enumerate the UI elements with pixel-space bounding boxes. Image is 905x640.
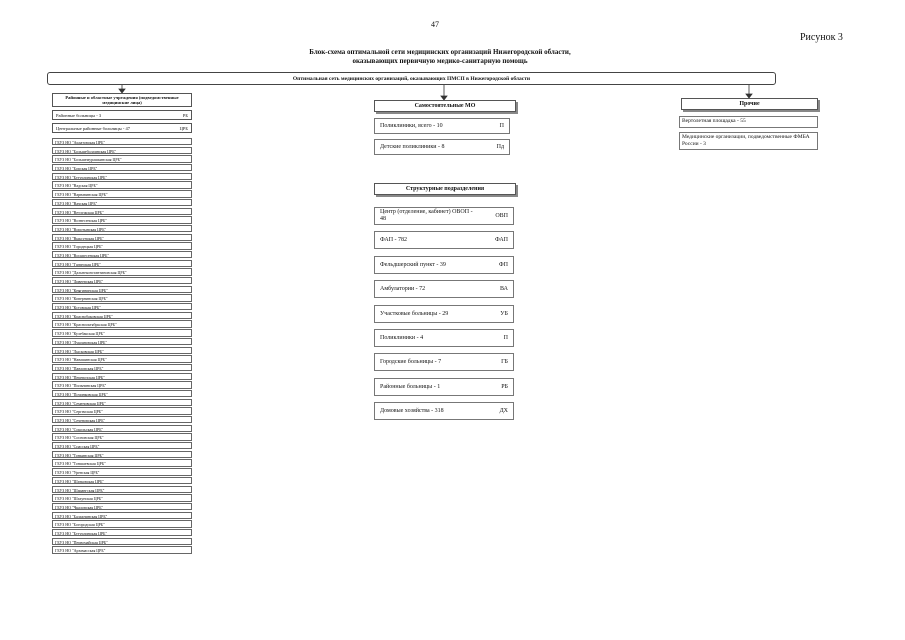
independent-mo-children-polyclinics <box>374 139 510 155</box>
hospital-list-item: ГБУЗ НО "Тонкинская ЦРБ" <box>52 451 192 458</box>
box-label: Амбулатории - 72 <box>380 286 426 293</box>
other-helipads: Вертолетная площадка - 55 <box>679 116 818 128</box>
hospital-list-item: ГБУЗ НО "Арзамасская ЦРБ" <box>52 546 192 553</box>
hospital-list-item: ГБУЗ НО "Вознесенская ЦРБ" <box>52 216 192 223</box>
page-number: 47 <box>431 20 439 29</box>
hospital-list-item: ГБУЗ НО "Большемурашкинская ЦРБ" <box>52 155 192 162</box>
figure-label: Рисунок 3 <box>800 32 843 43</box>
hospital-list-item: ГБУЗ НО "Воротынская ЦРБ" <box>52 225 192 232</box>
box-code: УБ <box>500 310 508 317</box>
title-line-2: оказывающих первичную медико-санитарную помощь <box>352 57 528 65</box>
hospital-list-item: ГБУЗ НО "Богородская ЦРБ" <box>52 520 192 527</box>
box-code: ГБ <box>501 359 508 366</box>
hospital-list-item: ГБУЗ НО "Большеболдинская ЦРБ" <box>52 147 192 154</box>
summary-label: Центральные районные больницы - 47 <box>56 125 130 131</box>
left-summary-rb <box>52 110 192 120</box>
independent-mo-polyclinics <box>374 118 510 134</box>
hospital-list-item: ГБУЗ НО "Пильнинская ЦРБ" <box>52 381 192 388</box>
left-column <box>52 93 192 555</box>
structural-unit-box <box>374 256 514 274</box>
hospital-list-item: ГБУЗ НО "Балахнинская ЦРБ" <box>52 512 192 519</box>
hospital-list-item: ГБУЗ НО "Ветлужская ЦРБ" <box>52 208 192 215</box>
title-line-1: Блок-схема оптимальной сети медицинских организаций Нижегородской области, <box>309 48 571 56</box>
box-code: ФП <box>498 261 508 268</box>
box-label: Центр (отделение, кабинет) ОВОП - 48 <box>380 209 473 222</box>
hospital-list-item: ГБУЗ НО "Борская ЦРБ" <box>52 164 192 171</box>
hospital-list-item: ГБУЗ НО "Шахунская ЦРБ" <box>52 494 192 501</box>
structural-unit-box <box>374 353 514 371</box>
hospital-list-item: ГБУЗ НО "Ковернинская ЦРБ" <box>52 294 192 301</box>
hospital-list-item: ГБУЗ НО "Воскресенская ЦРБ" <box>52 251 192 258</box>
hospital-list <box>52 138 192 554</box>
box-label: Домовые хозяйства - 318 <box>380 408 444 415</box>
hospital-list-item: ГБУЗ НО "Ардатовская ЦРБ" <box>52 138 192 145</box>
box-label: Районные больницы - 1 <box>380 383 441 390</box>
structural-unit-box <box>374 378 514 396</box>
box-label: Детские поликлиники - 8 <box>380 144 445 150</box>
box-label: ФАП - 782 <box>380 237 408 244</box>
hospital-list-item: ГБУЗ НО "Сеченовская ЦРБ" <box>52 416 192 423</box>
hospital-list-item: ГБУЗ НО "Краснооктябрьская ЦРБ" <box>52 320 192 327</box>
box-code: Пд <box>496 144 504 150</box>
hospital-list-item: ГБУЗ НО "Вадская ЦРБ" <box>52 181 192 188</box>
hospital-list-item: ГБУЗ НО "Навашинская ЦРБ" <box>52 355 192 362</box>
hospital-list-item: ГБУЗ НО "Вачская ЦРБ" <box>52 199 192 206</box>
box-code: РБ <box>501 383 508 390</box>
hospital-list-item: ГБУЗ НО "Княгининская ЦРБ" <box>52 286 192 293</box>
structural-unit-box <box>374 231 514 249</box>
other-fmba-organizations: Медицинские организации, подведомственные ФМБА России - 3 <box>679 132 818 150</box>
hospital-list-item: ГБУЗ НО "Лукояновская ЦРБ" <box>52 338 192 345</box>
hospital-list-item: ГБУЗ НО "Гагинская ЦРБ" <box>52 260 192 267</box>
independent-mo-header: Самостоятельные МО <box>374 100 516 112</box>
network-root-box: Оптимальная сеть медицинских организаций, оказывающих ПМСП в Нижегородской области <box>47 72 776 85</box>
box-label: Фельдшерский пункт - 39 <box>380 261 446 268</box>
hospital-list-item: ГБУЗ НО "Семеновская ЦРБ" <box>52 399 192 406</box>
other-header: Прочие <box>681 98 818 110</box>
box-code: П <box>503 335 508 341</box>
hospital-list-item: ГБУЗ НО "Сокольская ЦРБ" <box>52 425 192 432</box>
hospital-list-item: ГБУЗ НО "Перевозская ЦРБ" <box>52 373 192 380</box>
summary-code: РБ <box>182 112 188 118</box>
hospital-list-item: ГБУЗ НО "Павловская ЦРБ" <box>52 364 192 371</box>
left-summary-crb <box>52 123 192 133</box>
structural-units-header: Структурные подразделения <box>374 183 516 195</box>
box-code: ВА <box>500 286 508 293</box>
hospital-list-item: ГБУЗ НО "Шарангская ЦРБ" <box>52 486 192 493</box>
box-label: Поликлиники - 4 <box>380 335 424 341</box>
hospital-list-item: ГБУЗ НО "Кулебакская ЦРБ" <box>52 329 192 336</box>
hospital-list-item: ГБУЗ НО "Кстовская ЦРБ" <box>52 303 192 310</box>
structural-unit-box <box>374 329 514 347</box>
box-label: Участковые больницы - 29 <box>380 310 449 317</box>
hospital-list-item: ГБУЗ НО "Бутурлинская ЦРБ" <box>52 173 192 180</box>
structural-unit-box <box>374 207 514 225</box>
hospital-list-item: ГБУЗ НО "Бутурлинская ЦРБ" <box>52 529 192 536</box>
hospital-list-item: ГБУЗ НО "Городецкая ЦРБ" <box>52 242 192 249</box>
structural-unit-box <box>374 305 514 323</box>
hospital-list-item: ГБУЗ НО "Спасская ЦРБ" <box>52 442 192 449</box>
hospital-list-item: ГБУЗ НО "Тоншаевская ЦРБ" <box>52 459 192 466</box>
hospital-list-item: ГБУЗ НО "Уренская ЦРБ" <box>52 468 192 475</box>
hospital-list-item: ГБУЗ НО "Починковская ЦРБ" <box>52 390 192 397</box>
hospital-list-item: ГБУЗ НО "Лысковская ЦРБ" <box>52 347 192 354</box>
hospital-list-item: ГБУЗ НО "Шатковская ЦРБ" <box>52 477 192 484</box>
structural-unit-box <box>374 402 514 420</box>
hospital-list-item: ГБУЗ НО "Дивеевская ЦРБ" <box>52 277 192 284</box>
hospital-list-item: ГБУЗ НО "Сергачская ЦРБ" <box>52 407 192 414</box>
hospital-list-item: ГБУЗ НО "Варнавинская ЦРБ" <box>52 190 192 197</box>
summary-code: ЦРБ <box>179 125 188 131</box>
box-code: ДХ <box>499 408 508 415</box>
box-label: Городские больницы - 7 <box>380 359 442 366</box>
box-code: ОВП <box>495 213 508 219</box>
structural-unit-box <box>374 280 514 298</box>
hospital-list-item: ГБУЗ НО "Первомайская ЦРБ" <box>52 538 192 545</box>
box-code: ФАП <box>494 237 508 244</box>
hospital-list-item: ГБУЗ НО "Дальнеконстантиновская ЦРБ" <box>52 268 192 275</box>
left-column-header: Районные и областные учреждения (подведомственные медицинские лица) <box>52 93 192 107</box>
summary-label: Районные больницы - 3 <box>56 112 102 118</box>
box-label: Поликлиники, всего - 10 <box>380 123 443 129</box>
hospital-list-item: ГБУЗ НО "Выксунская ЦРБ" <box>52 234 192 241</box>
box-code: П <box>499 123 504 129</box>
hospital-list-item: ГБУЗ НО "Краснобаковская ЦРБ" <box>52 312 192 319</box>
hospital-list-item: ГБУЗ НО "Чкаловская ЦРБ" <box>52 503 192 510</box>
hospital-list-item: ГБУЗ НО "Сосновская ЦРБ" <box>52 433 192 440</box>
